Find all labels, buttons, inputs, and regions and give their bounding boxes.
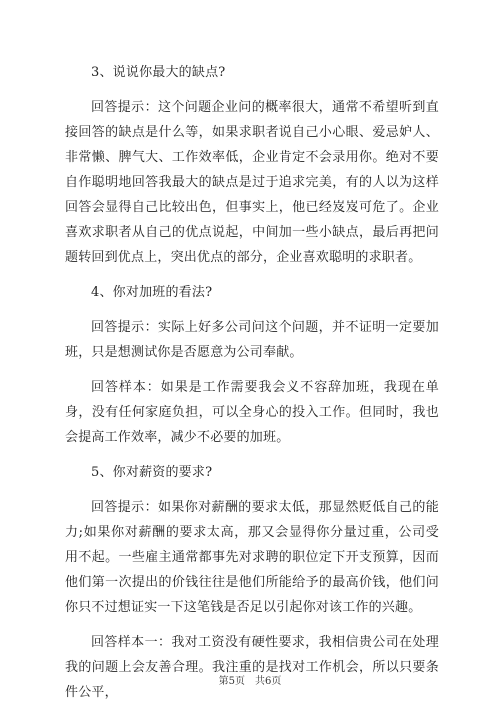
answer-sample-4: 回答样本：如果是工作需要我会义不容辞加班，我现在单身，没有任何家庭负担，可以全身心的投入工作。但同时，我也会提高工作效率，减少不必要的加班。	[65, 380, 439, 445]
question-heading-5: 5、你对薪资的要求?	[91, 465, 213, 480]
answer-hint-5: 回答提示：如果你对薪酬的要求太低，那显然贬低自己的能力;如果你对薪酬的要求太高，那又会显得你分量过重，公司受用不起。一些雇主通常都事先对求聘的职位定下开支预算，因而他们第一次提出的价钱往往是他们所能给予的最高价钱，他们问你只不过想证实一下这笔钱是否足以引起你对该工作的兴趣。	[65, 500, 439, 615]
answer-sample-5-1: 回答样本一：我对工资没有硬性要求，我相信贵公司在处理我的问题上会友善合理。我注重的是找对工作机会，所以只要条件公平，	[65, 635, 439, 700]
question-heading-4: 4、你对加班的看法?	[91, 285, 213, 300]
answer-hint-3: 回答提示：这个问题企业问的概率很大，通常不希望听到直接回答的缺点是什么等，如果求职者说自己小心眼、爱忌妒人、非常懒、脾气大、工作效率低，企业肯定不会录用你。绝对不要自作聪明地回答我最大的缺点是过于追求完美，有的人以为这样回答会显得自己比较出色，但事实上，他已经岌岌可危了。企业喜欢求职者从自己的优点说起，中间加一些小缺点，最后再把问题转回到优点上，突出优点的部分，企业喜欢聪明的求职者。	[65, 100, 439, 265]
question-heading-3: 3、说说你最大的缺点?	[91, 65, 226, 80]
document-body	[65, 60, 439, 705]
page-number-footer: 第5页 共6页	[218, 676, 282, 687]
answer-hint-4: 回答提示：实际上好多公司问这个问题，并不证明一定要加班，只是想测试你是否愿意为公司奉献。	[65, 320, 439, 360]
